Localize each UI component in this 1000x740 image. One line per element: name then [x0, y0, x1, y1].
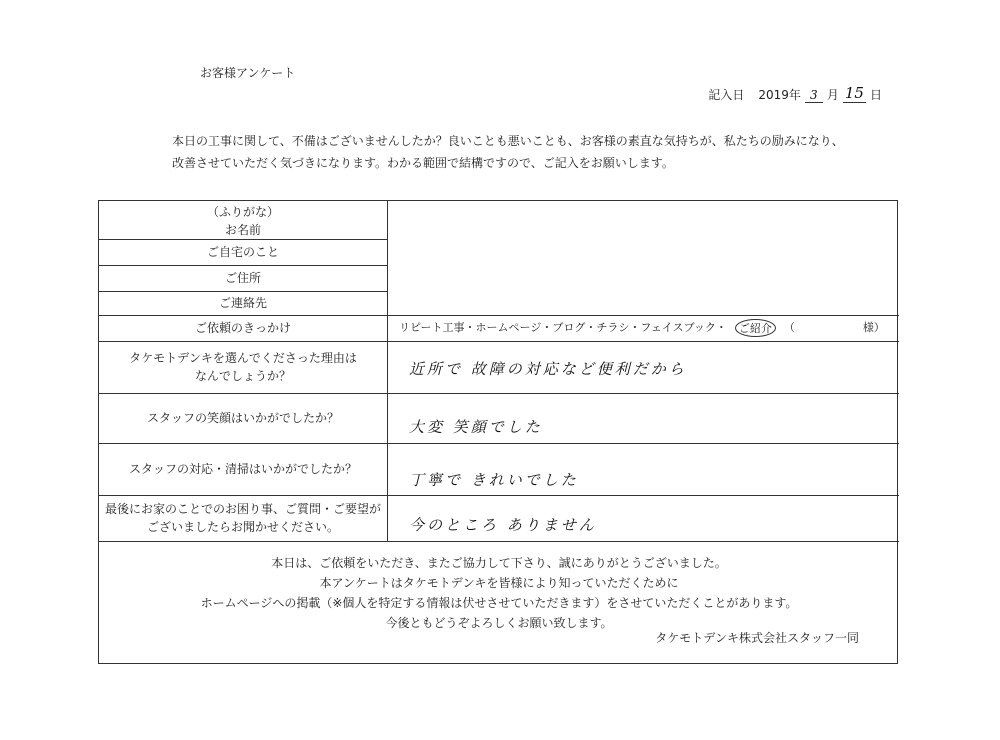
source-selected-referral[interactable]: ご紹介 [735, 319, 776, 337]
home-label: ご自宅のこと [206, 245, 279, 259]
survey-title: お客様アンケート [200, 66, 296, 80]
q1-line-1: タケモトデンキを選んでくださった理由は [129, 351, 357, 365]
q1-label [99, 341, 387, 393]
source-sama: 様） [862, 321, 885, 334]
intro-line-1: 本日の工事に関して、不備はございませんしたか？良いことも悪いことも、お客様の素直な気持ちが、私たちの励みになり、 [172, 134, 844, 148]
q3-label: スタッフの対応・清掃はいかがでしたか？ [128, 462, 357, 476]
company-signature: タケモトデンキ株式会社スタッフ一同 [655, 631, 859, 645]
date-year: 2019年 [758, 88, 801, 102]
name-label-cell [99, 203, 387, 239]
source-label: ご依頼のきっかけ [194, 321, 291, 335]
q4-line-2: ございましたらお聞かせください。 [146, 520, 339, 534]
date-month-unit: 月 [826, 88, 839, 102]
closing-line-1: 本日は、ご依頼をいただき、またご協力して下さり、誠にありがとうございました。 [271, 556, 727, 570]
closing-line-3: ホームページへの掲載（※個人を特定する情報は伏せさせていただきます）をさせていただくことがあります。 [200, 596, 798, 610]
survey-form [98, 200, 898, 664]
address-label: ご住所 [224, 271, 261, 285]
q2-answer[interactable]: 大変 笑顔でした [409, 418, 543, 436]
q1-line-2: なんでしょうか？ [194, 369, 291, 383]
source-options-text: リピート工事・ホームページ・ブログ・チラシ・フェイスブック・ [399, 321, 727, 334]
closing-message [99, 553, 899, 633]
date-month[interactable]: 3 [805, 88, 823, 103]
date-day[interactable]: 15 [844, 84, 864, 102]
closing-line-4: 今後ともどうぞよろしくお願い致します。 [385, 616, 613, 630]
intro-text [172, 130, 844, 174]
intro-line-2: 改善させていただく気づきになります。わかる範囲で結構ですので、ご記入をお願いします。 [172, 156, 674, 170]
row-divider [99, 541, 899, 542]
q2-label: スタッフの笑顔はいかがでしたか？ [146, 411, 339, 425]
q3-answer[interactable]: 丁寧で きれいでした [409, 471, 579, 489]
source-paren: （ [783, 321, 795, 334]
label-divider [387, 315, 388, 541]
q4-line-1: 最後にお家のことでのお困り事、ご質問・ご要望が [104, 502, 381, 516]
q4-label [99, 495, 387, 541]
name-label: お名前 [224, 223, 261, 237]
q1-answer[interactable]: 近所で 故障の対応など便利だから [409, 360, 687, 378]
entry-date [708, 84, 882, 103]
date-day-unit: 日 [869, 88, 882, 102]
closing-line-2: 本アンケートはタケモトデンキを皆様により知っていただくために [319, 576, 679, 590]
source-options[interactable] [399, 319, 885, 337]
furigana-label: （ふりがな） [206, 205, 279, 219]
q4-answer[interactable]: 今のところ ありません [409, 516, 597, 534]
date-label: 記入日 [708, 88, 745, 102]
contact-label: ご連絡先 [218, 296, 267, 310]
